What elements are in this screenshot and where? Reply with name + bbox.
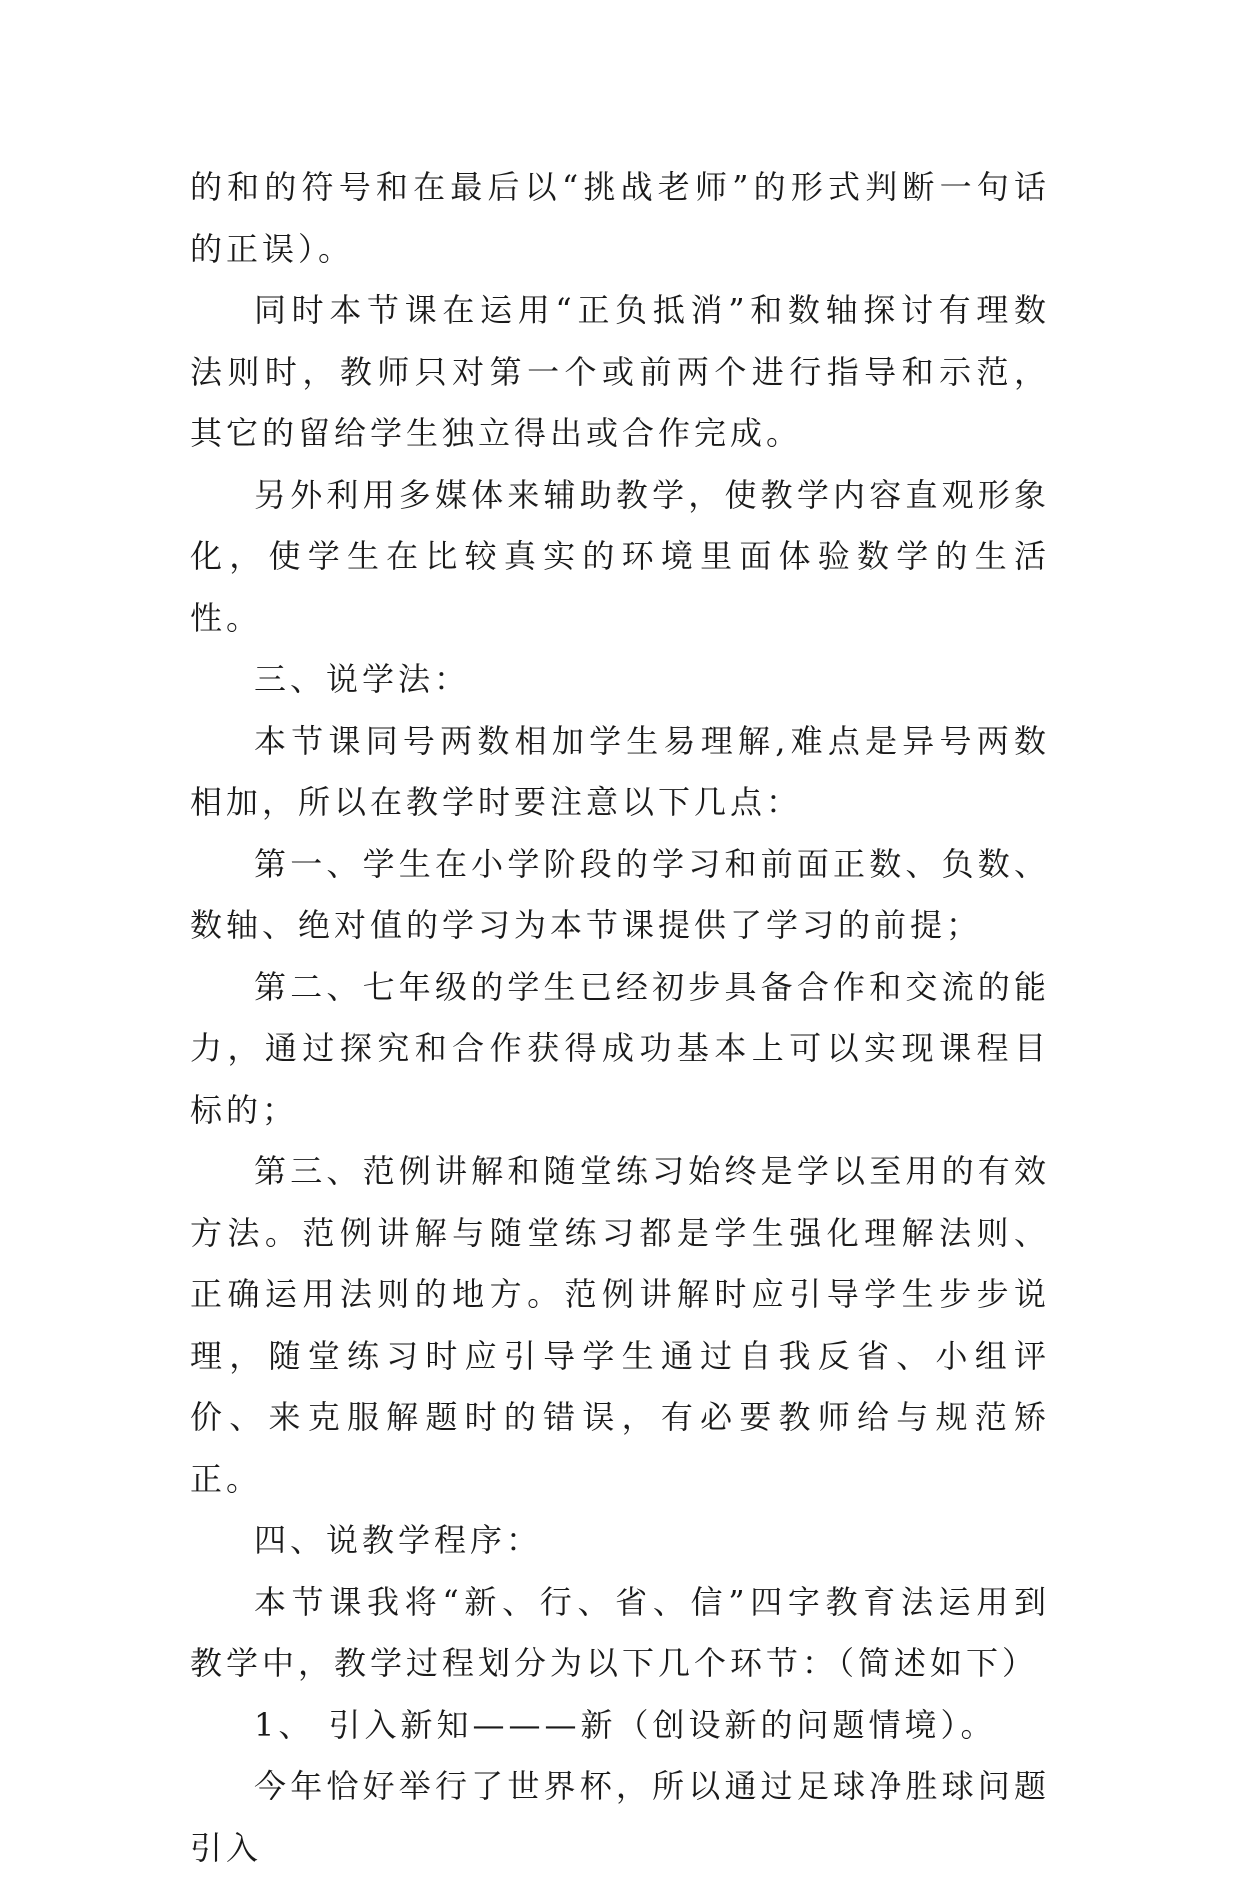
paragraph-3: 另外利用多媒体来辅助教学，使教学内容直观形象化，使学生在比较真实的环境里面体验数学的生活性。	[190, 475, 1050, 637]
paragraph-2: 同时本节课在运用“正负抵消”和数轴探讨有理数法则时，教师只对第一个或前两个进行指导和示范，其它的留给学生独立得出或合作完成。	[190, 291, 1050, 452]
list-item-second: 第二、七年级的学生已经初步具备合作和交流的能力，通过探究和合作获得成功基本上可以实现课程目标的；	[190, 967, 1050, 1129]
paragraph-10: 本节课我将“新、行、省、信”四字教育法运用到教学中，教学过程划分为以下几个环节：（简述如下）	[190, 1582, 1050, 1682]
list-item-first: 第一、学生在小学阶段的学习和前面正数、负数、数轴、绝对值的学习为本节课提供了学习的前提；	[190, 844, 1050, 944]
section-heading-study-method: 三、说学法：	[254, 660, 471, 698]
paragraph-1: 的和的符号和在最后以“挑战老师”的形式判断一句话的正误）。	[190, 168, 1050, 268]
paragraph-5: 本节课同号两数相加学生易理解,难点是异号两数相加，所以在教学时要注意以下几点：	[190, 721, 1050, 821]
document-body	[190, 157, 1050, 1879]
step-heading-1: 1、 引入新知———新（创设新的问题情境）。	[254, 1705, 997, 1744]
paragraph-12: 今年恰好举行了世界杯，所以通过足球净胜球问题引入	[190, 1767, 1050, 1867]
section-heading-teaching-procedure: 四、说教学程序：	[254, 1521, 543, 1559]
list-item-third: 第三、范例讲解和随堂练习始终是学以至用的有效方法。范例讲解与随堂练习都是学生强化理解法则、正确运用法则的地方。范例讲解时应引导学生步步说理，随堂练习时应引导学生通过自我反省、小组评价、来克服解题时的错误，有必要教师给与规范矫正。	[190, 1152, 1050, 1498]
